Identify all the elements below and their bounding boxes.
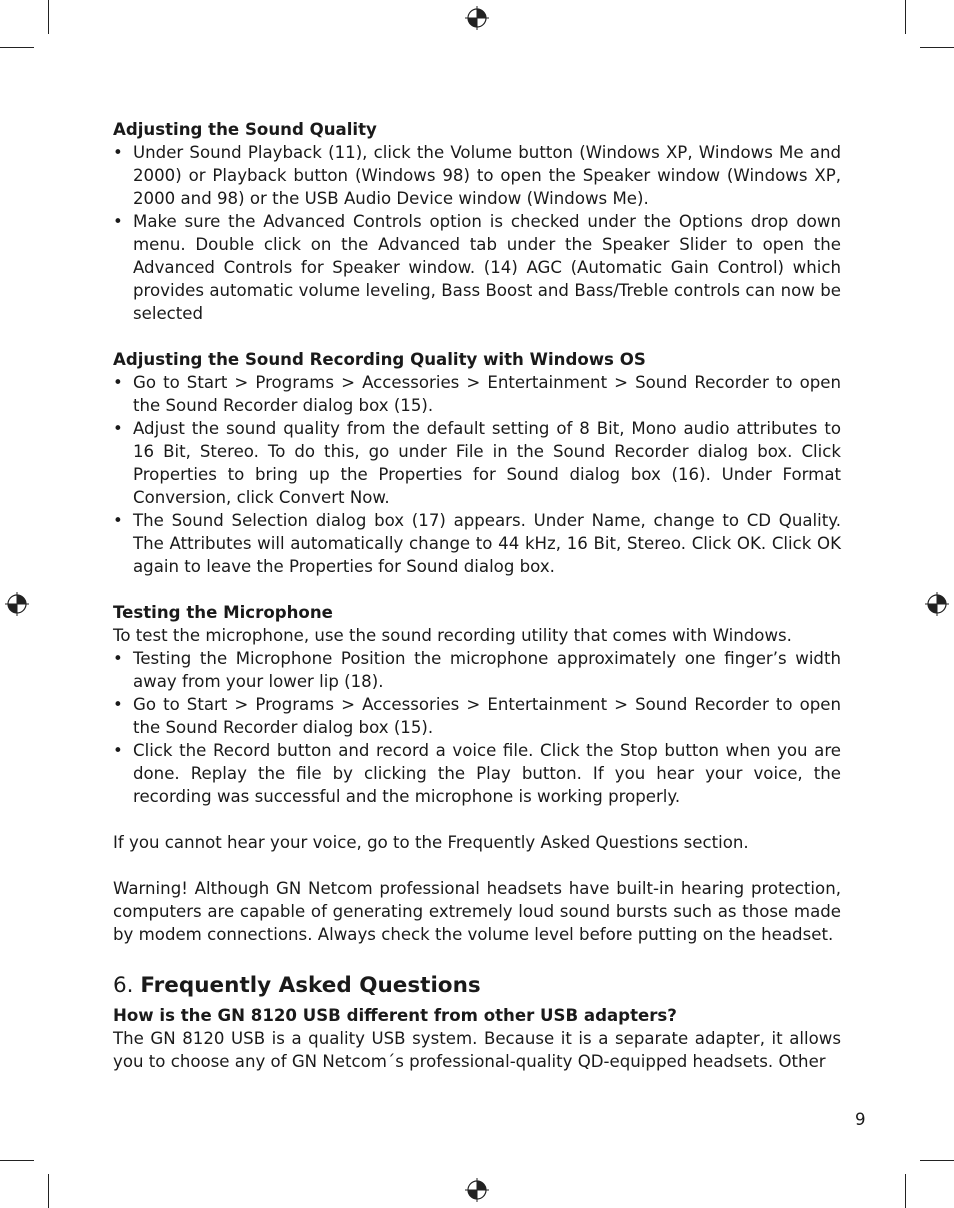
section-intro: To test the microphone, use the sound recording utility that comes with Windows.: [113, 626, 792, 645]
crop-mark: [48, 0, 49, 34]
crop-mark: [905, 0, 906, 34]
bullet-list: [113, 371, 841, 578]
bullet-list: [113, 141, 841, 325]
page-content: [113, 118, 841, 1073]
list-item: • Go to Start > Programs > Accessories > Entertainment > Sound Recorder to open the Sound Recorder dialog box (15).: [113, 693, 841, 739]
faq-answer: The GN 8120 USB is a quality USB system. Because it is a separate adapter, it allows you to choose any of GN Netcom´s professional-quality QD-equipped headsets. Other: [113, 1029, 841, 1071]
section-heading-recording-quality: Adjusting the Sound Recording Quality with Windows OS: [113, 350, 646, 369]
list-item: • Click the Record button and record a voice file. Click the Stop button when you are done. Replay the file by clicking the Play button. If you hear your voice, the recording was successful and the microphone is working properly.: [113, 739, 841, 808]
crop-mark: [0, 1160, 34, 1161]
section-heading-sound-quality: Adjusting the Sound Quality: [113, 120, 377, 139]
bullet-list: [113, 647, 841, 808]
list-item: • Go to Start > Programs > Accessories > Entertainment > Sound Recorder to open the Sound Recorder dialog box (15).: [113, 371, 841, 417]
crop-mark: [48, 1174, 49, 1208]
crop-mark: [920, 1160, 954, 1161]
registration-mark-icon: [925, 592, 949, 616]
faq-heading: [113, 972, 841, 1000]
crop-mark: [905, 1174, 906, 1208]
faq-question: How is the GN 8120 USB different from other USB adapters?: [113, 1006, 677, 1025]
list-item: • Under Sound Playback (11), click the Volume button (Windows XP, Windows Me and 2000) or Playback button (Windows 98) to open the Speaker window (Windows XP, 2000 and 98) or the USB Audio Device window (Windows Me).: [113, 141, 841, 210]
crop-mark: [920, 47, 954, 48]
faq-title: Frequently Asked Questions: [140, 973, 481, 998]
list-item: • The Sound Selection dialog box (17) appears. Under Name, change to CD Quality. The Attributes will automatically change to 44 kHz, 16 Bit, Stereo. Click OK. Click OK again to leave the Properties for Sound dialog box.: [113, 509, 841, 578]
list-item: • Testing the Microphone Position the microphone approximately one finger’s width away from your lower lip (18).: [113, 647, 841, 693]
registration-mark-icon: [465, 6, 489, 30]
crop-mark: [0, 47, 34, 48]
list-item: • Make sure the Advanced Controls option is checked under the Options drop down menu. Double click on the Advanced tab under the Speaker Slider to open the Advanced Controls for Speaker window. (14) AGC (Automatic Gain Control) which provides automatic volume leveling, Bass Boost and Bass/Treble controls can now be selected: [113, 210, 841, 325]
registration-mark-icon: [465, 1178, 489, 1202]
registration-mark-icon: [5, 592, 29, 616]
page-number: 9: [855, 1110, 866, 1129]
list-item: • Adjust the sound quality from the default setting of 8 Bit, Mono audio attributes to 16 Bit, Stereo. To do this, go under File in the Sound Recorder dialog box. Click Properties to bring up the Properties for Sound dialog box (16). Under Format Conversion, click Convert Now.: [113, 417, 841, 509]
faq-number: 6.: [113, 973, 134, 998]
cannot-hear-note: If you cannot hear your voice, go to the Frequently Asked Questions section.: [113, 833, 749, 852]
warning-paragraph: Warning! Although GN Netcom professional headsets have built-in hearing protection, computers are capable of generating extremely loud sound bursts such as those made by modem connections. Always check the volume level before putting on the headset.: [113, 879, 841, 944]
section-heading-testing-microphone: Testing the Microphone: [113, 603, 333, 622]
